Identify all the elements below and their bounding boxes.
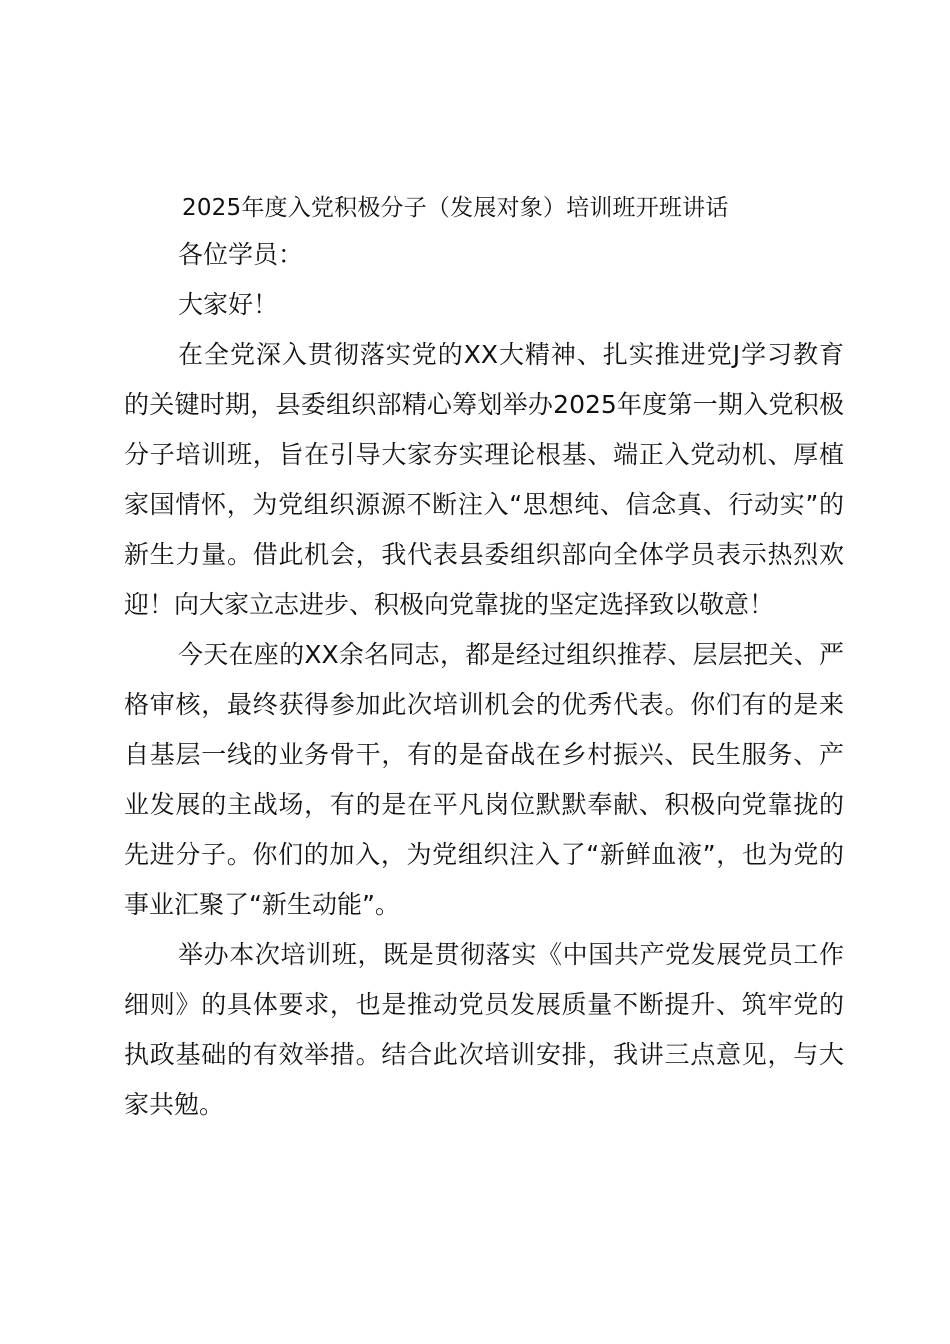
paragraph-opening: 在全党深入贯彻落实党的XX大精神、扎实推进党J学习教育的关键时期，县委组织部精心筹划举办2025年度第一期入党积极分子培训班，旨在引导大家夯实理论根基、端正入党动机、厚植家国情怀，为党组织源源不断注入“思想纯、信念真、行动实”的新生力量。借此机会，我代表县委组织部向全体学员表示热烈欢迎！向大家立志进步、积极向党靠拢的坚定选择致以敬意！	[124, 340, 844, 619]
salutation: 各位学员：	[178, 240, 304, 269]
document-body	[124, 230, 844, 1130]
greeting: 大家好！	[178, 290, 279, 319]
paragraph-purpose: 举办本次培训班，既是贯彻落实《中国共产党发展党员工作细则》的具体要求，也是推动党员发展质量不断提升、筑牢党的执政基础的有效举措。结合此次培训安排，我讲三点意见，与大家共勉。	[124, 940, 844, 1119]
document-title: 2025年度入党积极分子（发展对象）培训班开班讲话	[182, 195, 729, 221]
paragraph-attendees: 今天在座的XX余名同志，都是经过组织推荐、层层把关、严格审核，最终获得参加此次培训机会的优秀代表。你们有的是来自基层一线的业务骨干，有的是奋战在乡村振兴、民生服务、产业发展的主战场，有的是在平凡岗位默默奉献、积极向党靠拢的先进分子。你们的加入，为党组织注入了“新鲜血液”，也为党的事业汇聚了“新生动能”。	[124, 640, 844, 919]
